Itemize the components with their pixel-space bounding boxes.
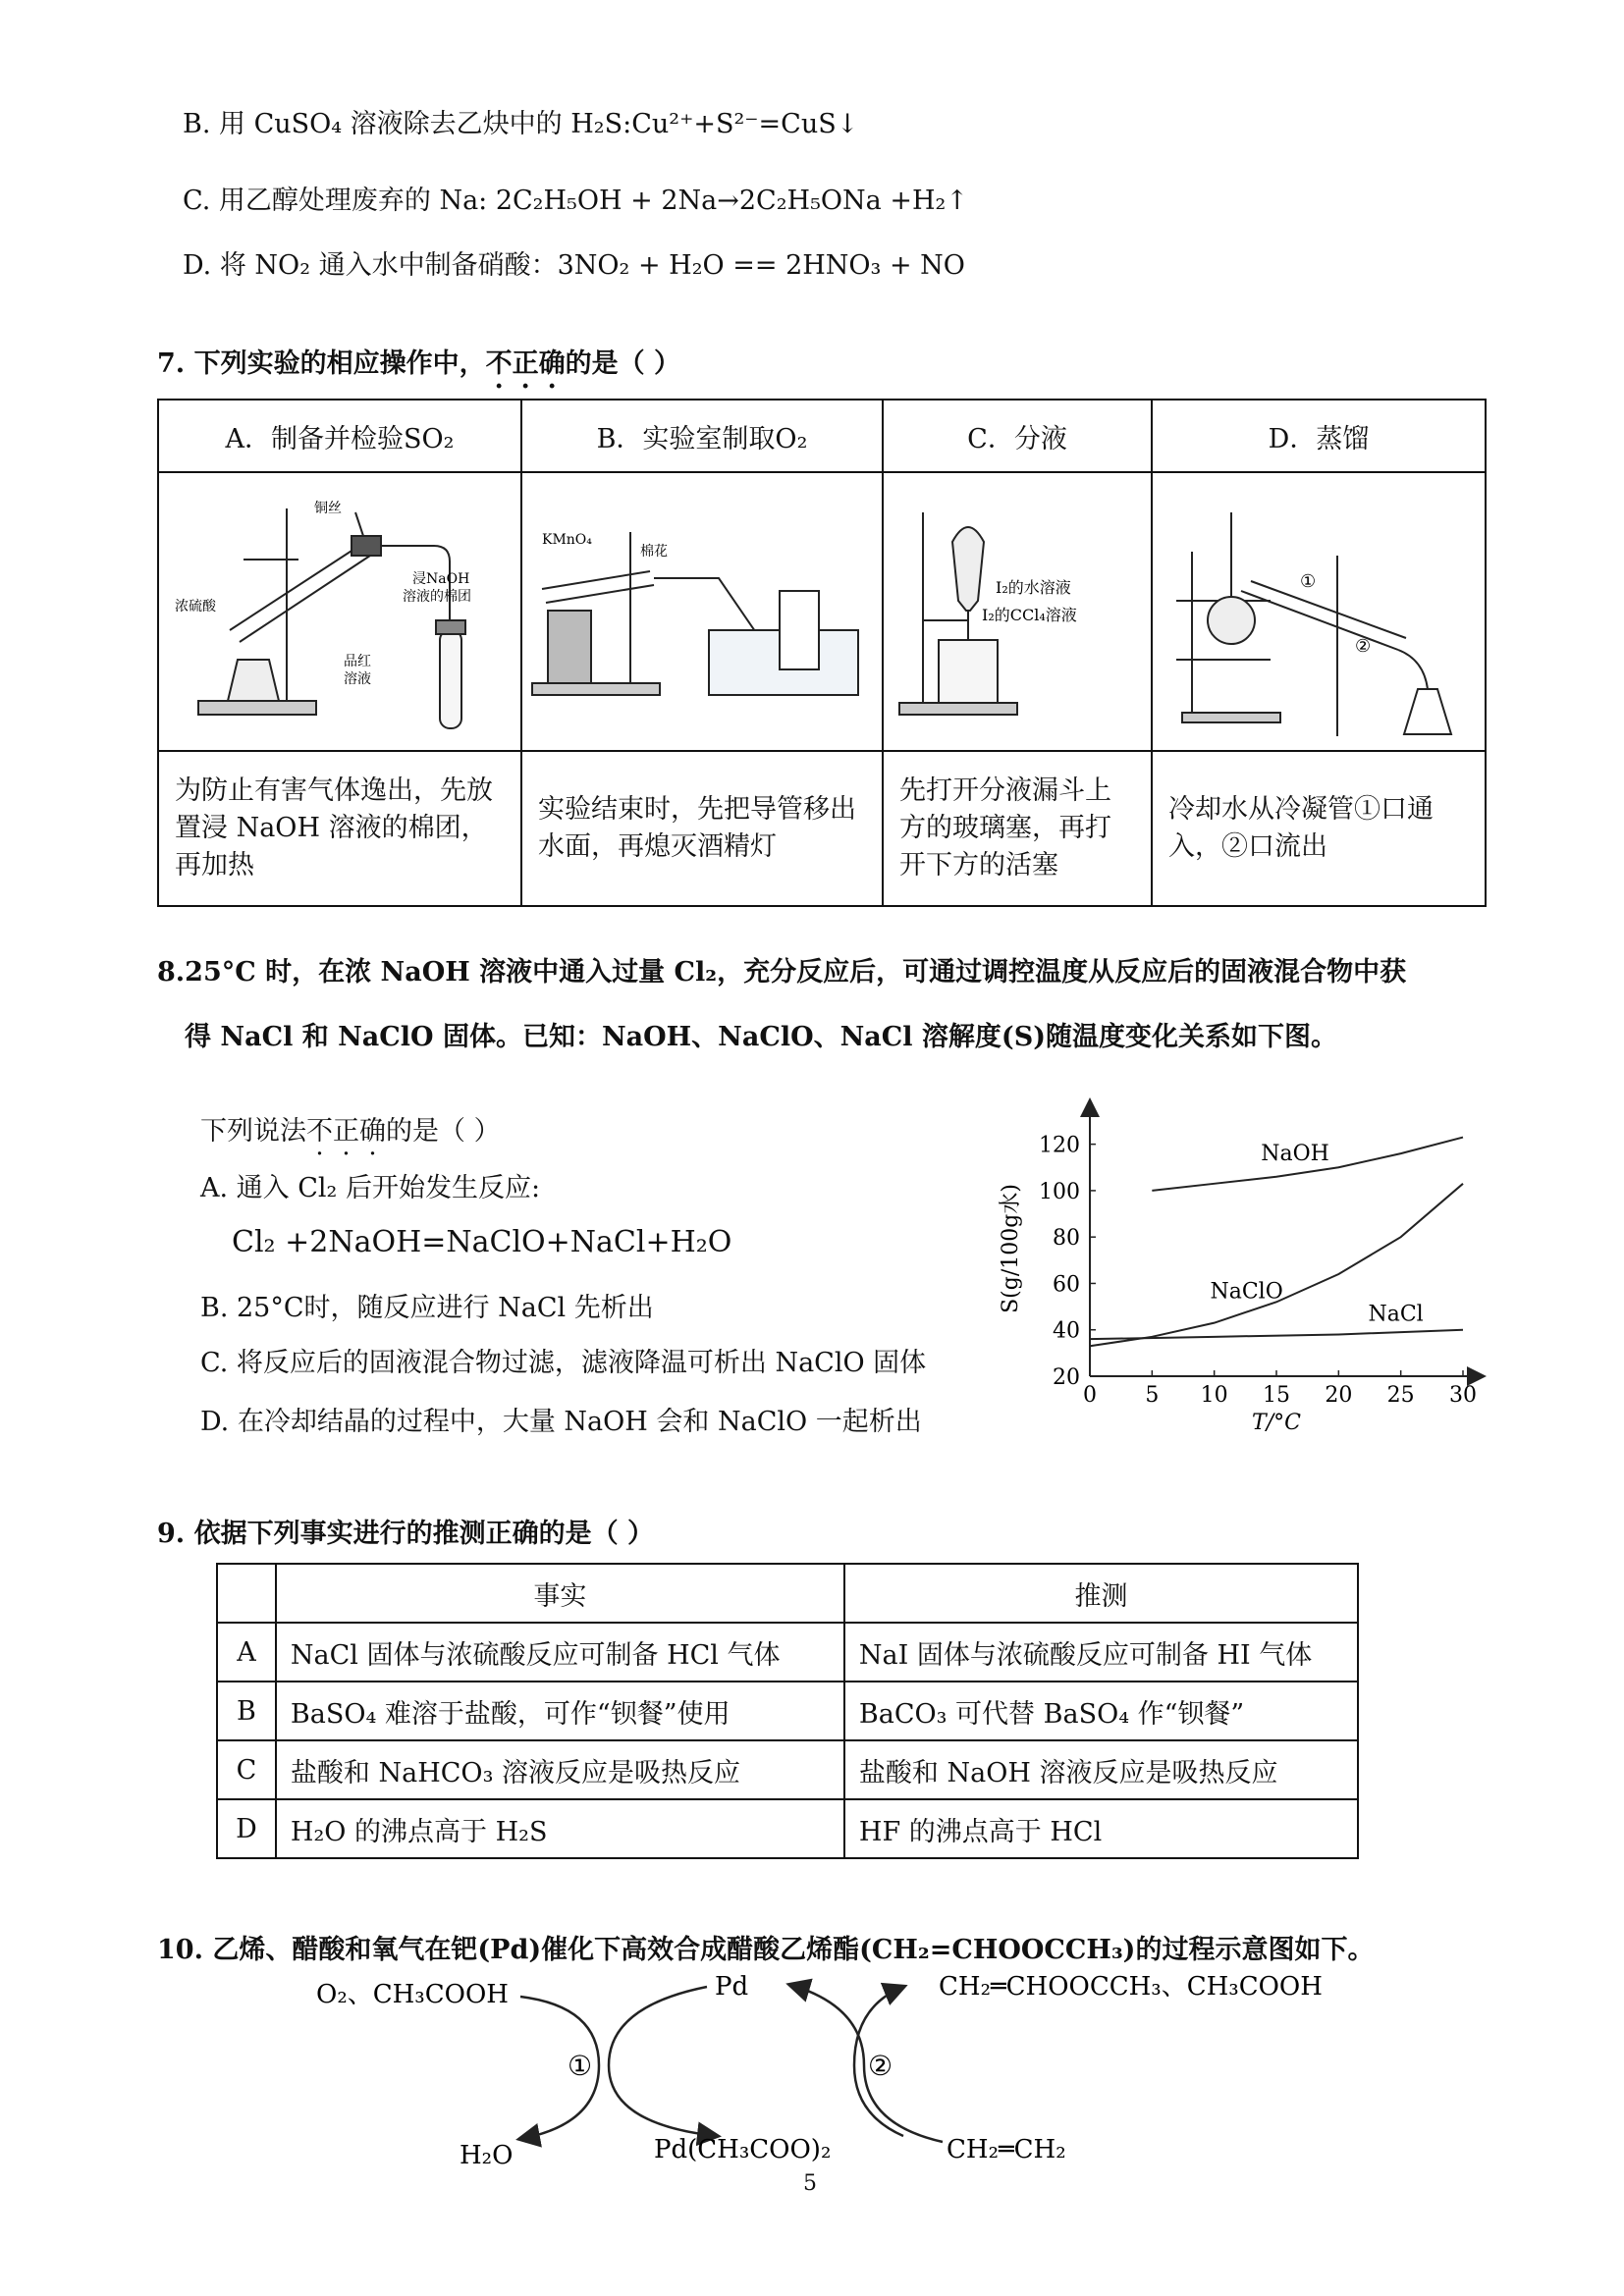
row-fact: H₂O 的沸点高于 H₂S <box>276 1799 844 1858</box>
cycle-arrow-right-back <box>790 1985 943 2142</box>
step-2: ② <box>868 2050 893 2082</box>
q10-stem: 10. 乙烯、醋酸和氧气在钯(Pd)催化下高效合成醋酸乙烯酯(CH₂=CHOOCCH₃)的过程示意图如下。 <box>157 1935 1375 1965</box>
table-row <box>217 1740 1358 1799</box>
row-letter: D <box>217 1799 276 1858</box>
q8-ask-prefix: 下列说法 <box>200 1116 306 1147</box>
q7-header-b: B．实验室制取O₂ <box>521 400 883 472</box>
row-guess: NaI 固体与浓硫酸反应可制备 HI 气体 <box>844 1623 1358 1682</box>
q9-stem: 9. 依据下列事实进行的推测正确的是（ ） <box>157 1519 654 1549</box>
x-tick-label: 15 <box>1263 1383 1290 1408</box>
q8-stem-line2: 得 NaCl 和 NaClO 固体。已知：NaOH、NaClO、NaCl 溶解度(S)随温度变化关系如下图。 <box>185 1022 1337 1052</box>
label-port-2: ② <box>1355 636 1372 657</box>
q7-header-c: C．分液 <box>883 400 1152 472</box>
x-tick-label: 30 <box>1449 1383 1477 1408</box>
q7-op-a: 为防止有害气体逸出，先放置浸 NaOH 溶液的棉团，再加热 <box>158 751 521 906</box>
label-cotton-b: 棉花 <box>640 544 668 560</box>
row-letter: C <box>217 1740 276 1799</box>
solubility-chart <box>992 1092 1502 1445</box>
q8-stem-line1: 8.25°C 时，在浓 NaOH 溶液中通入过量 Cl₂，充分反应后，可通过调控温度从反应后的固液混合物中获 <box>157 957 1407 988</box>
legend-label-nacl: NaCl <box>1368 1302 1424 1327</box>
cycle-arrow-left-in <box>609 1987 717 2136</box>
label-i2-water: I₂的水溶液 <box>996 578 1071 597</box>
y-tick-label: 100 <box>1039 1179 1080 1204</box>
label-magenta: 品红 <box>344 654 371 669</box>
row-fact: BaSO₄ 难溶于盐酸，可作“钡餐”使用 <box>276 1682 844 1740</box>
solubility-chart-svg <box>992 1092 1502 1445</box>
table-row <box>217 1623 1358 1682</box>
legend-label-naoh: NaOH <box>1261 1141 1329 1166</box>
q6-option-b: B. 用 CuSO₄ 溶液除去乙炔中的 H₂S:Cu²⁺+S²⁻=CuS↓ <box>183 109 859 139</box>
row-guess: BaCO₃ 可代替 BaSO₄ 作“钡餐” <box>844 1682 1358 1740</box>
q9-table <box>216 1563 1359 1859</box>
o2-apparatus-figure <box>522 473 882 750</box>
q8-option-c: C. 将反应后的固液混合物过滤，滤液降温可析出 NaClO 固体 <box>200 1348 927 1378</box>
label-cotton: 溶液的棉团 <box>403 589 471 605</box>
y-tick-label: 80 <box>1053 1226 1080 1252</box>
pd-catalysis-cycle <box>295 1967 1375 2173</box>
row-guess: 盐酸和 NaOH 溶液反应是吸热反应 <box>844 1740 1358 1799</box>
emphasis-char: 正 <box>333 1116 359 1147</box>
q8-option-a-equation: Cl₂ +2NaOH=NaClO+NaCl+H₂O <box>232 1225 732 1259</box>
x-axis-label: T/°C <box>1252 1411 1301 1435</box>
q9-header-guess: 推测 <box>844 1564 1358 1623</box>
q7-header-d: D．蒸馏 <box>1152 400 1486 472</box>
step-1: ① <box>568 2050 593 2082</box>
left-input: O₂、CH₃COOH <box>316 1980 509 2009</box>
y-tick-label: 20 <box>1053 1365 1080 1390</box>
q8-option-a: A. 通入 Cl₂ 后开始发生反应: <box>200 1173 541 1203</box>
row-letter: A <box>217 1623 276 1682</box>
bottom-pd-acetate: Pd(CH₃COO)₂ <box>654 2135 832 2164</box>
separatory-funnel-figure <box>884 473 1151 750</box>
q7-figure-d <box>1152 472 1486 751</box>
q10-cycle-diagram <box>295 1967 1375 2173</box>
x-tick-label: 20 <box>1325 1383 1353 1408</box>
q8-option-b: B. 25°C时，随反应进行 NaCl 先析出 <box>200 1293 654 1323</box>
row-fact: 盐酸和 NaHCO₃ 溶液反应是吸热反应 <box>276 1740 844 1799</box>
so2-apparatus-figure <box>159 473 520 750</box>
x-tick-label: 0 <box>1083 1383 1097 1408</box>
q7-stem <box>157 342 680 380</box>
q6-option-d: D. 将 NO₂ 通入水中制备硝酸：3NO₂ + H₂O == 2HNO₃ + NO <box>183 250 965 281</box>
q7-figure-a <box>158 472 521 751</box>
label-naoh: 浸NaOH <box>412 571 470 587</box>
q7-figure-b <box>521 472 883 751</box>
y-axis-label: S(g/100g水) <box>999 1184 1023 1313</box>
q7-figure-c <box>883 472 1152 751</box>
left-output: H₂O <box>460 2141 514 2170</box>
x-tick-label: 5 <box>1145 1383 1160 1408</box>
label-solution: 溶液 <box>344 671 371 687</box>
q7-op-d: 冷却水从冷凝管①口通入，②口流出 <box>1152 751 1486 906</box>
q7-op-c: 先打开分液漏斗上方的玻璃塞，再打开下方的活塞 <box>883 751 1152 906</box>
q7-stem-suffix: 的是（ ） <box>565 348 680 379</box>
q8-ask-suffix: 的是（ ） <box>386 1116 501 1147</box>
row-letter: B <box>217 1682 276 1740</box>
row-fact: NaCl 固体与浓硫酸反应可制备 HCl 气体 <box>276 1623 844 1682</box>
table-row <box>217 1682 1358 1740</box>
q7-table <box>157 399 1487 907</box>
emphasis-char: 确 <box>359 1116 386 1147</box>
top-pd: Pd <box>715 1972 749 2002</box>
q7-stem-prefix: 7. 下列实验的相应操作中， <box>157 348 486 379</box>
row-guess: HF 的沸点高于 HCl <box>844 1799 1358 1858</box>
distillation-figure <box>1153 473 1485 750</box>
y-tick-label: 60 <box>1053 1272 1080 1298</box>
y-tick-label: 40 <box>1053 1318 1080 1344</box>
emphasis-char: 正 <box>512 348 539 379</box>
q8-ask <box>200 1109 501 1148</box>
q9-header-fact: 事实 <box>276 1564 844 1623</box>
emphasis-char: 确 <box>538 348 566 379</box>
emphasis-char: 不 <box>485 348 513 379</box>
q9-header-blank <box>217 1564 276 1623</box>
q8-option-d: D. 在冷却结晶的过程中，大量 NaOH 会和 NaClO 一起析出 <box>200 1407 922 1437</box>
page-number: 5 <box>803 2171 817 2196</box>
label-conc-h2so4: 浓硫酸 <box>175 599 216 614</box>
q7-header-a: A．制备并检验SO₂ <box>158 400 521 472</box>
label-i2-ccl4: I₂的CCl₄溶液 <box>982 606 1077 624</box>
label-copper-wire: 铜丝 <box>314 501 342 516</box>
right-output: CH₂═CHOOCCH₃、CH₃COOH <box>939 1972 1323 2002</box>
q7-op-b: 实验结束时，先把导管移出水面，再熄灭酒精灯 <box>521 751 883 906</box>
y-tick-label: 120 <box>1039 1133 1080 1158</box>
x-tick-label: 25 <box>1386 1383 1415 1408</box>
q6-option-c: C. 用乙醇处理废弃的 Na: 2C₂H₅OH + 2Na→2C₂H₅ONa +H₂↑ <box>183 186 968 216</box>
legend-label-naclo: NaClO <box>1210 1279 1283 1305</box>
label-kmno4: KMnO₄ <box>542 532 592 548</box>
series-line-nacl <box>1090 1330 1463 1339</box>
right-input: CH₂═CH₂ <box>947 2135 1066 2164</box>
emphasis-char: 不 <box>306 1116 333 1147</box>
x-tick-label: 10 <box>1200 1383 1228 1408</box>
table-row <box>217 1799 1358 1858</box>
label-port-1: ① <box>1300 571 1317 592</box>
